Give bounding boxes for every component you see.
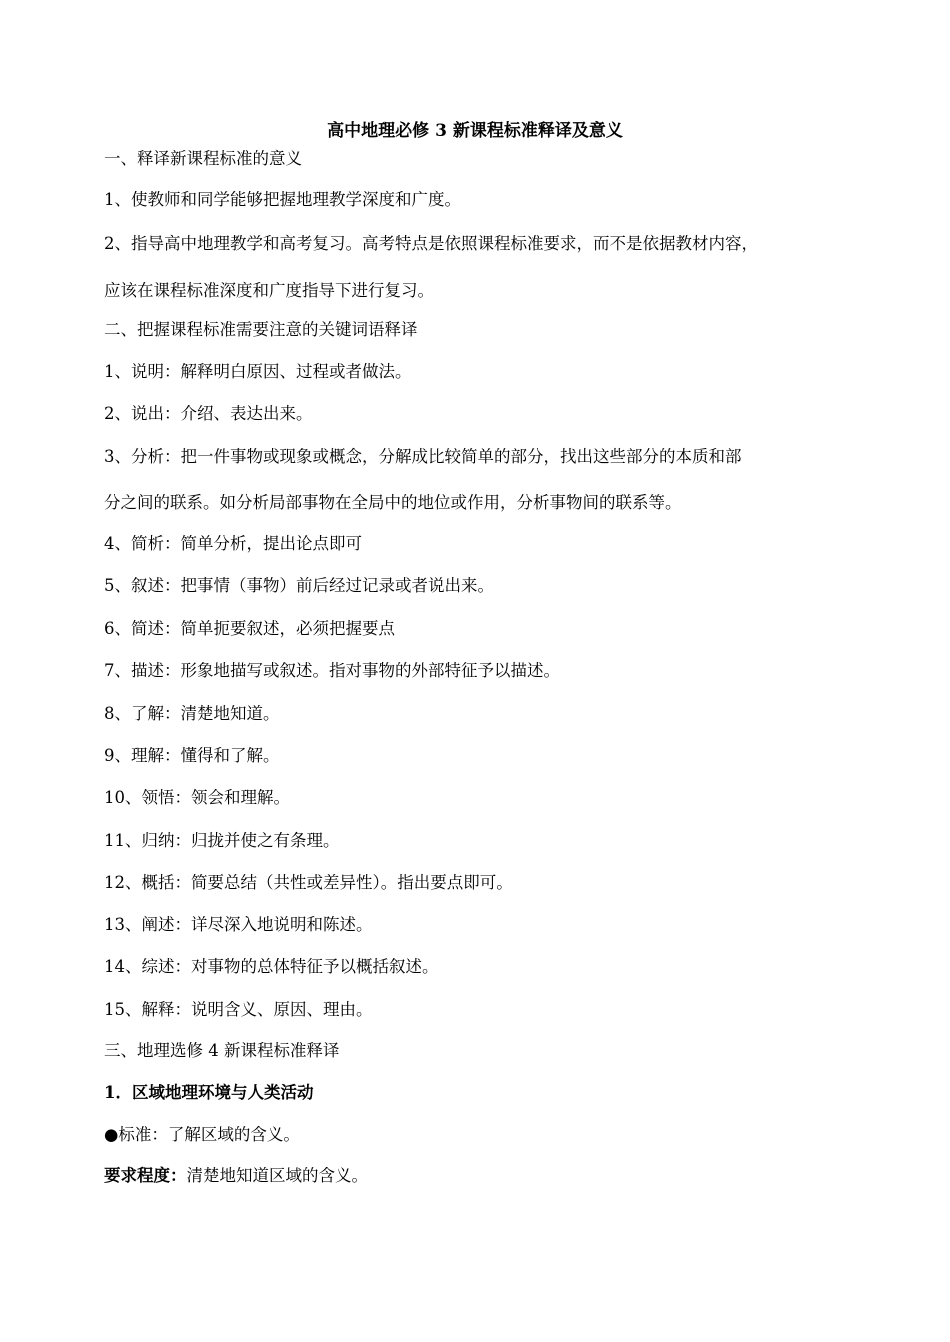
term-item: 12、概括：简要总结（共性或差异性）。指出要点即可。 xyxy=(104,873,513,892)
term-item: 6、简述：简单扼要叙述，必须把握要点 xyxy=(104,619,395,638)
requirement-text: 清楚地知道区域的含义。 xyxy=(186,1166,368,1185)
term-item: 1、说明：解释明白原因、过程或者做法。 xyxy=(104,362,412,381)
term-item: 10、领悟：领会和理解。 xyxy=(104,788,290,807)
standard-line: ●标准：了解区域的含义。 xyxy=(104,1125,300,1144)
requirement-line xyxy=(104,1165,368,1187)
subsection-heading: 1．区域地理环境与人类活动 xyxy=(104,1083,314,1102)
term-item: 3、分析：把一件事物或现象或概念，分解成比较简单的部分，找出这些部分的本质和部 xyxy=(104,447,742,466)
section1-item-1: 1、使教师和同学能够把握地理教学深度和广度。 xyxy=(104,190,461,209)
term-item: 11、归纳：归拢并使之有条理。 xyxy=(104,831,340,850)
section1-item-2-line-2: 应该在课程标准深度和广度指导下进行复习。 xyxy=(104,281,434,300)
term-item: 7、描述：形象地描写或叙述。指对事物的外部特征予以描述。 xyxy=(104,661,560,680)
section-heading-3: 三、地理选修 4 新课程标准释译 xyxy=(104,1041,340,1060)
section-heading-2: 二、把握课程标准需要注意的关键词语释译 xyxy=(104,320,418,339)
section-heading-1: 一、释译新课程标准的意义 xyxy=(104,149,302,168)
term-item: 14、综述：对事物的总体特征予以概括叙述。 xyxy=(104,957,439,976)
document-title: 高中地理必修 3 新课程标准释译及意义 xyxy=(327,121,623,141)
term-item: 4、简析：简单分析，提出论点即可 xyxy=(104,534,362,553)
term-item: 9、理解：懂得和了解。 xyxy=(104,746,280,765)
term-item: 15、解释：说明含义、原因、理由。 xyxy=(104,1000,373,1019)
term-item: 13、阐述：详尽深入地说明和陈述。 xyxy=(104,915,373,934)
term-item: 8、了解：清楚地知道。 xyxy=(104,704,280,723)
term-item-continuation: 分之间的联系。如分析局部事物在全局中的地位或作用，分析事物间的联系等。 xyxy=(104,493,682,512)
section1-item-2-line-1: 2、指导高中地理教学和高考复习。高考特点是依照课程标准要求，而不是依据教材内容， xyxy=(104,234,758,253)
requirement-label: 要求程度： xyxy=(104,1166,187,1185)
term-item: 5、叙述：把事情（事物）前后经过记录或者说出来。 xyxy=(104,576,494,595)
term-item: 2、说出：介绍、表达出来。 xyxy=(104,404,313,423)
